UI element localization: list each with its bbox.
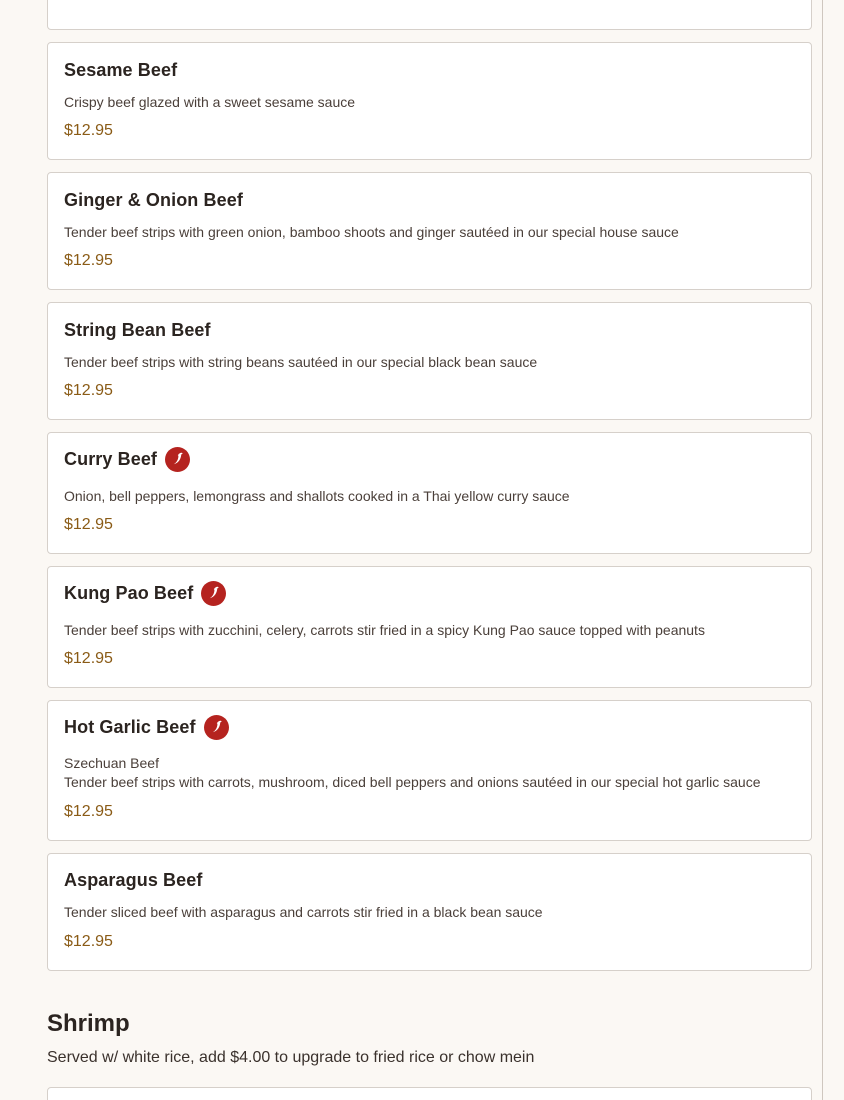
item-name: Asparagus Beef — [64, 870, 203, 890]
item-price: $12.95 — [64, 516, 113, 533]
item-description: Tender beef strips with string beans sautéed in our special black bean sauce — [64, 354, 538, 370]
item-price: $12.95 — [64, 803, 113, 820]
item-description: Crispy beef glazed with a sweet sesame sauce — [64, 94, 356, 110]
item-name: Hot Garlic Beef — [64, 717, 196, 737]
chili-pepper-icon — [165, 447, 190, 472]
item-price: $12.95 — [64, 122, 113, 139]
chili-pepper-icon — [204, 715, 229, 740]
item-price: $12.95 — [64, 650, 113, 667]
section-subtitle: Served w/ white rice, add $4.00 to upgrade to fried rice or chow mein — [47, 1049, 535, 1066]
menu-item-card[interactable] — [47, 42, 812, 160]
item-name: Sesame Beef — [64, 60, 178, 80]
item-price: $12.95 — [64, 933, 113, 950]
item-description: Tender beef strips with carrots, mushroom, diced bell peppers and onions sautéed in our special hot garlic sauce — [64, 774, 761, 790]
item-description: Onion, bell peppers, lemongrass and shallots cooked in a Thai yellow curry sauce — [64, 488, 570, 504]
section-heading: Shrimp — [47, 1010, 130, 1037]
item-price: $12.95 — [64, 252, 113, 269]
page-divider — [822, 0, 823, 1100]
menu-item-card[interactable] — [47, 700, 812, 841]
item-subtitle: Szechuan Beef — [64, 755, 159, 771]
menu-item-card[interactable] — [47, 302, 812, 420]
item-price — [64, 0, 113, 1]
item-description: Tender beef strips with green onion, bamboo shoots and ginger sautéed in our special house sauce — [64, 224, 679, 240]
item-name: Ginger & Onion Beef — [64, 190, 243, 210]
menu-item-card[interactable] — [47, 432, 812, 554]
menu-item-card[interactable] — [47, 172, 812, 290]
menu-item-card[interactable] — [47, 853, 812, 971]
item-name: Kung Pao Beef — [64, 583, 194, 603]
item-price: $12.95 — [64, 382, 113, 399]
item-description: Tender beef strips with zucchini, celery, carrots stir fried in a spicy Kung Pao sauce topped with peanuts — [64, 622, 705, 638]
chili-pepper-icon — [201, 581, 226, 606]
menu-item-card[interactable] — [47, 566, 812, 688]
item-description: Tender sliced beef with asparagus and carrots stir fried in a black bean sauce — [64, 904, 543, 920]
menu-item-card-partial[interactable] — [47, 0, 812, 30]
item-name: String Bean Beef — [64, 320, 211, 340]
item-name: Curry Beef — [64, 449, 158, 469]
menu-item-card-partial[interactable] — [47, 1087, 812, 1100]
